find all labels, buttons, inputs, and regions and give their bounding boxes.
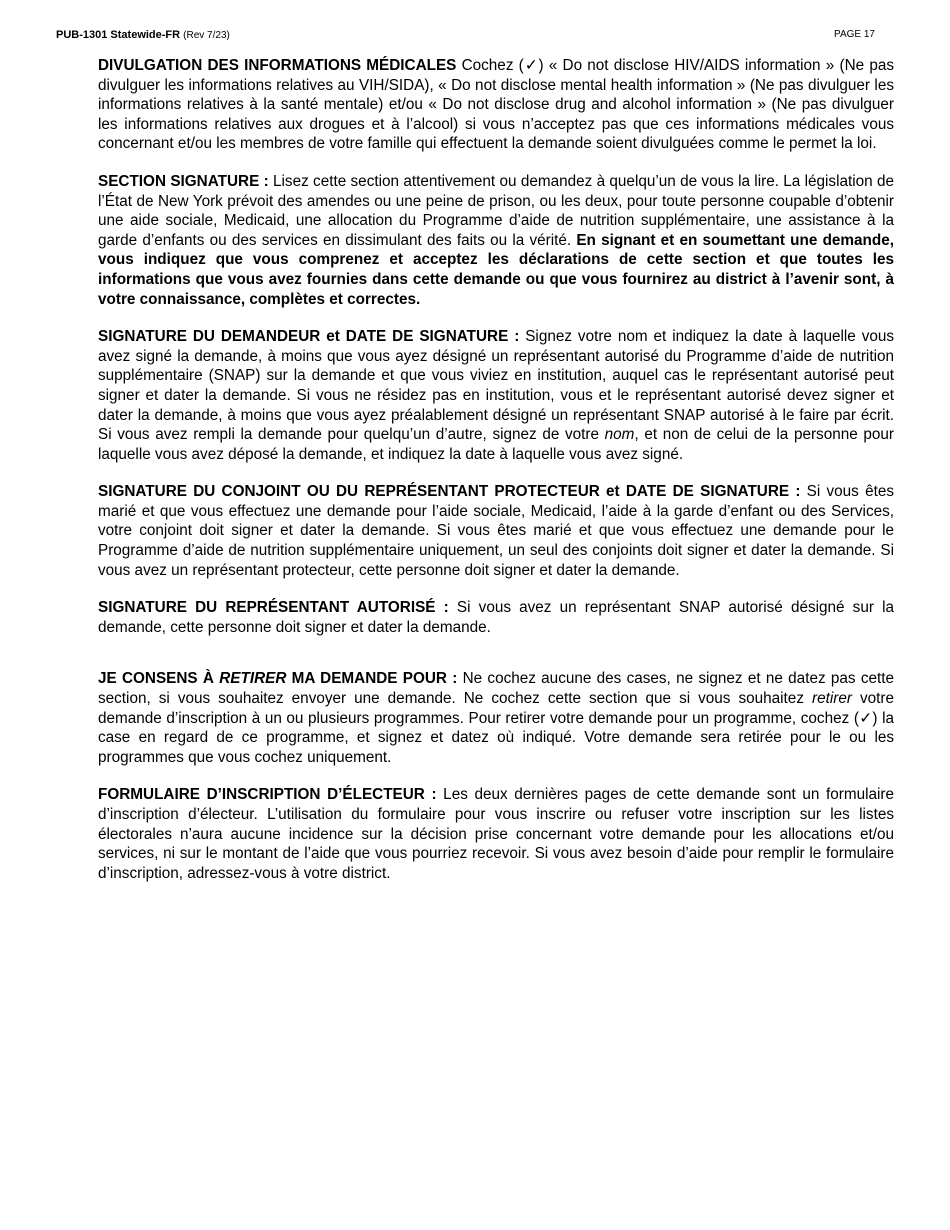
form-revision: (Rev 7/23) <box>183 30 230 41</box>
section-text: Les deux dernières pages de cette demande sont un formulaire d’inscription d’électeur. L’utilisation du formulaire pour vous inscrire ou refuser votre inscription sur les listes électorales n’aura aucune incidence sur la décision prise concernant votre demande pour les allocations et/ou services, ni sur le montant de l’aide que vous pourriez recevoir. Si vous avez besoin d’aide pour remplir le formulaire d’inscription, adressez-vous à votre district. <box>98 786 894 882</box>
section-heading: SIGNATURE DU CONJOINT OU DU REPRÉSENTANT PROTECTEUR et DATE DE SIGNATURE : <box>98 483 801 501</box>
section-demandeur <box>98 327 894 464</box>
section-text: votre demande d’inscription à un ou plusieurs programmes. Pour retirer votre demande pour un programme, cochez (✓) la case en regard de ce programme, et signez et datez où indiqué. Votre demande sera retirée pour le ou les programmes que vous cochez uniquement. <box>98 690 894 766</box>
section-bold-text: En signant et en soumettant une demande, vous indiquez que vous comprenez et acceptez les déclarations de cette section et que toutes les informations que vous avez fournies dans cette demande ou que vous fournirez au district à l’avenir sont, à votre connaissance, complètes et correctes. <box>98 231 894 308</box>
heading-part: MA DEMANDE POUR : <box>286 670 458 688</box>
section-heading: SIGNATURE DU REPRÉSENTANT AUTORISÉ : <box>98 599 449 617</box>
section-conjoint <box>98 482 894 580</box>
section-text: Si vous avez un représentant SNAP autorisé désigné sur la demande, cette personne doit signer et dater la demande. <box>98 599 894 636</box>
page-header <box>56 28 875 43</box>
heading-italic: RETIRER <box>219 670 287 688</box>
section-text: Si vous êtes marié et que vous effectuez une demande pour l’aide sociale, Medicaid, l’aide à la garde d’enfant ou des Services, votre conjoint doit signer et dater la demande. Si vous êtes marié et que vous effectuez une demande pour le Programme d’aide de nutrition supplémentaire uniquement, un seul des conjoints doit signer et dater la demande. Si vous avez un représentant protecteur, cette personne doit signer et dater la demande. <box>98 483 894 579</box>
italic-word: nom <box>604 426 635 444</box>
section-text: Signez votre nom et indiquez la date à laquelle vous avez signé la demande, à moins que vous ayez désigné un représentant autorisé du Programme d’aide de nutrition supplémentaire (SNAP) sur la demande et que vous viviez en institution, auquel cas le représentant autorisé peut signer et dater la demande. Si vous ne résidez pas en institution, vous et le représentant autorisé devez signer et dater la demande, à moins que vous ayez préalablement désigné un représentant SNAP autorisé à le faire par écrit. Si vous avez rempli la demande pour quelqu’un d’autre, signez de votre <box>98 328 894 444</box>
section-retirer <box>98 669 894 767</box>
section-autorise <box>98 598 894 637</box>
section-heading: DIVULGATION DES INFORMATIONS MÉDICALES <box>98 57 457 74</box>
section-heading: SECTION SIGNATURE : <box>98 172 269 190</box>
heading-part: JE CONSENS À <box>98 670 220 688</box>
section-heading: SIGNATURE DU DEMANDEUR et DATE DE SIGNATURE : <box>98 328 520 346</box>
page-number: PAGE 17 <box>834 29 875 40</box>
section-heading <box>98 670 457 687</box>
form-id: PUB-1301 Statewide-FR <box>56 29 181 41</box>
document-body <box>98 56 894 901</box>
section-heading: FORMULAIRE D’INSCRIPTION D’ÉLECTEUR : <box>98 786 437 804</box>
section-text: Ne cochez aucune des cases, ne signez et ne datez pas cette section, si vous souhaitez envoyer une demande. Ne cochez cette section que si vous souhaitez <box>98 670 894 708</box>
italic-word: retirer <box>812 690 852 708</box>
section-divulgation <box>98 56 894 154</box>
section-text: , et non de celui de la personne pour laquelle vous avez déposé la demande, et indiquez la date à laquelle vous avez signé. <box>98 426 895 463</box>
section-signature <box>98 172 894 309</box>
section-electeur <box>98 785 894 883</box>
section-text: Lisez cette section attentivement ou demandez à quelqu’un de vous la lire. La législation de l’État de New York prévoit des amendes ou une peine de prison, ou les deux, pour toute personne coupable d’obtenir une aide sociale, Medicaid, une allocation du Programme d’aide de nutrition supplémentaire, une assistance à la garde d’enfants ou des services en dissimulant des faits ou la vérité. <box>98 172 894 249</box>
section-text: Cochez (✓) « Do not disclose HIV/AIDS information » (Ne pas divulguer les informations relatives au VIH/SIDA), « Do not disclose mental health information » (Ne pas divulguer les informations relatives à la santé mentale) et/ou « Do not disclose drug and alcohol information » (Ne pas divulguer les informations relatives aux drogues et à l’alcool) si vous n’acceptez pas que ces informations médicales vous concernant et/ou les membres de votre famille qui effectuent la demande soient divulguées comme le permet la loi. <box>98 57 894 153</box>
